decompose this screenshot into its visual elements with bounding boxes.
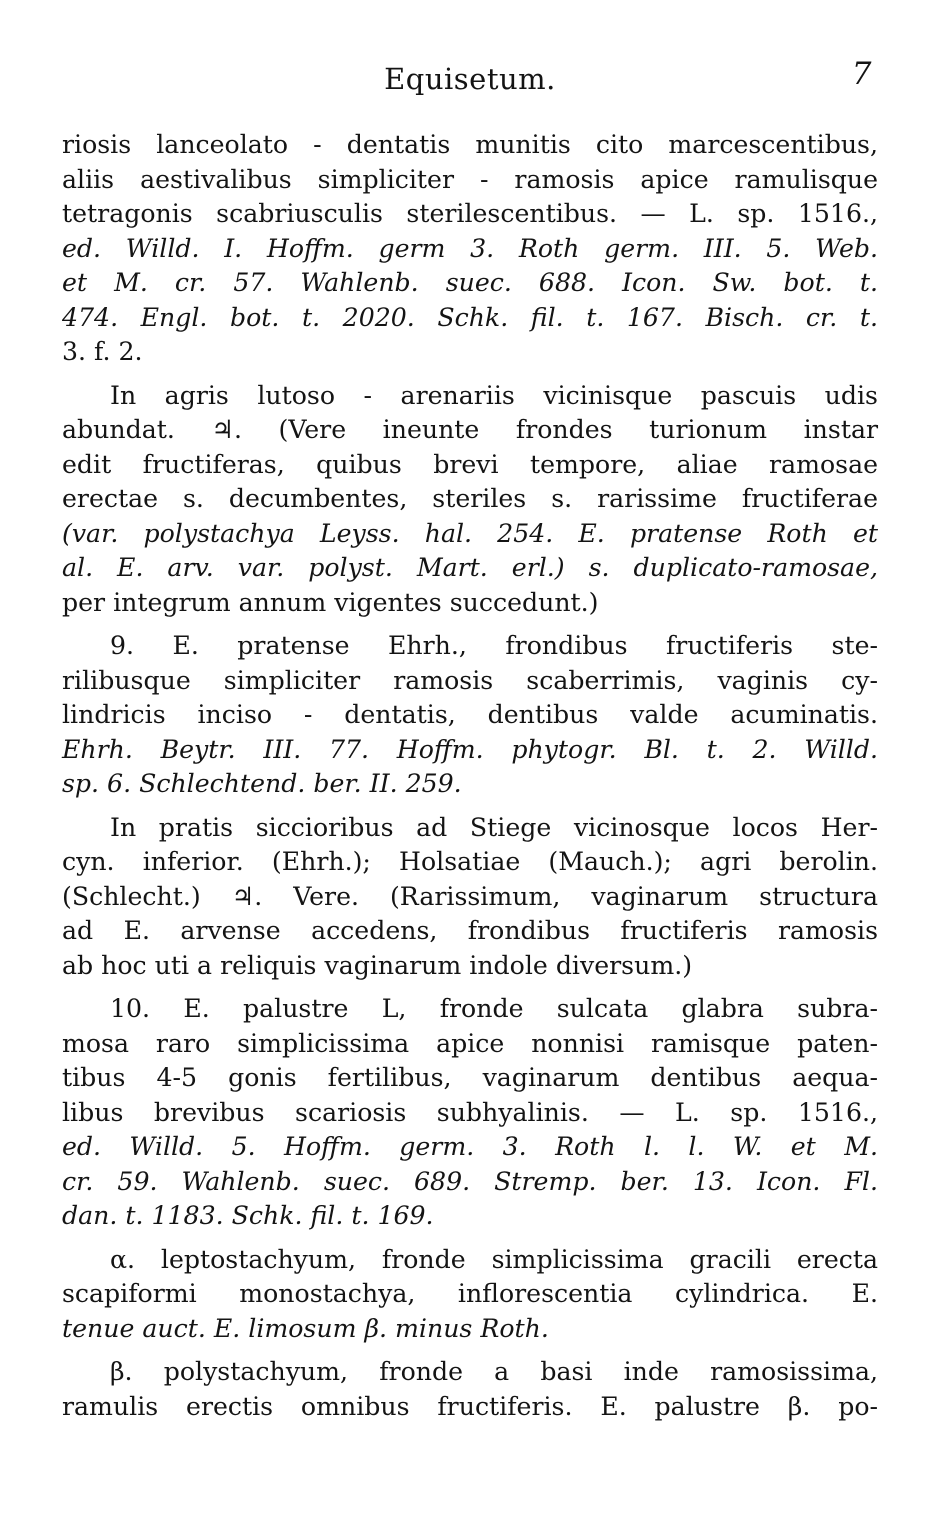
text-line: α. leptostachyum, fronde simplicissima gracili erecta (110, 1244, 878, 1274)
text-line: dan. t. 1183. Schk. fil. t. 169. (62, 1201, 434, 1230)
text-line: tetragonis scabriusculis sterilescentibus. — L. sp. 1516., (62, 199, 878, 228)
text-line: ed. Willd. I. Hoffm. germ 3. Roth germ. III. 5. Web. (62, 233, 878, 263)
text-line: Ehrh. Beytr. III. 77. Hoffm. phytogr. Bl. t. 2. Willd. (62, 734, 878, 764)
text-line: (Schlecht.) ♃. Vere. (Rarissimum, vaginarum structura (62, 881, 878, 911)
text-line: edit fructiferas, quibus brevi tempore, aliae ramosae (62, 449, 878, 479)
text-line: In agris lutoso - arenariis vicinisque pascuis udis (110, 380, 878, 410)
text-line: sp. 6. Schlechtend. ber. II. 259. (62, 769, 462, 798)
text-line: 474. Engl. bot. t. 2020. Schk. fil. t. 167. Bisch. cr. t. (62, 302, 878, 332)
text-line: scapiformi monostachya, inflorescentia cylindrica. E. (62, 1279, 878, 1308)
text-line: 9. E. pratense Ehrh., frondibus fructiferis ste- (110, 631, 878, 660)
text-line: riosis lanceolato - dentatis munitis cito marcescentibus, (62, 130, 878, 159)
paragraph-habitat (62, 379, 878, 621)
text-line: (var. polystachya Leyss. hal. 254. E. pratense Roth et (62, 518, 878, 548)
variety-beta (62, 1355, 878, 1424)
text-line: ramulis erectis omnibus fructiferis. E. palustre β. po- (62, 1391, 878, 1421)
text-line: per integrum annum vigentes succedunt.) (62, 587, 599, 617)
text-line: cr. 59. Wahlenb. suec. 689. Stremp. ber. 13. Icon. Fl. (62, 1166, 878, 1196)
text-line: lindricis inciso - dentatis, dentibus valde acuminatis. (62, 700, 878, 729)
text-line: cyn. inferior. (Ehrh.); Holsatiae (Mauch.); agri berolin. (62, 847, 878, 876)
text-line: ad E. arvense accedens, frondibus fructiferis ramosis (62, 916, 878, 945)
text-line: al. E. arv. var. polyst. Mart. erl.) s. duplicato-ramosae, (62, 553, 878, 582)
text-line: β. polystachyum, fronde a basi inde ramosissima, (110, 1357, 878, 1386)
text-line: ed. Willd. 5. Hoffm. germ. 3. Roth l. l. W. et M. (62, 1132, 878, 1161)
text-line: abundat. ♃. (Vere ineunte frondes turionum instar (62, 415, 878, 444)
body-text (62, 128, 878, 1424)
book-page (62, 50, 878, 1424)
paragraph-continuation (62, 128, 878, 370)
text-line: et M. cr. 57. Wahlenb. suec. 688. Icon. Sw. bot. t. (62, 268, 878, 297)
species-entry-pratense (62, 629, 878, 802)
text-line: tenue auct. E. limosum β. minus Roth. (62, 1313, 549, 1343)
text-line: 3. f. 2. (62, 337, 143, 366)
page-number: 7 (851, 56, 872, 92)
text-line: 10. E. palustre L, fronde sulcata glabra subra- (110, 994, 878, 1023)
text-line: ab hoc uti a reliquis vaginarum indole diversum.) (62, 950, 693, 980)
running-head (62, 50, 878, 100)
text-line: In pratis siccioribus ad Stiege vicinosque locos Her- (110, 812, 878, 842)
text-line: libus brevibus scariosis subhyalinis. — L. sp. 1516., (62, 1097, 878, 1127)
variety-alpha (62, 1243, 878, 1347)
text-line: tibus 4-5 gonis fertilibus, vaginarum dentibus aequa- (62, 1063, 878, 1092)
paragraph-habitat-pratense (62, 811, 878, 984)
running-title: Equisetum. (384, 62, 556, 96)
text-line: erectae s. decumbentes, steriles s. rarissime fructiferae (62, 484, 878, 513)
species-entry-palustre (62, 992, 878, 1234)
text-line: mosa raro simplicissima apice nonnisi ramisque paten- (62, 1028, 878, 1058)
text-line: rilibusque simpliciter ramosis scaberrimis, vaginis cy- (62, 665, 878, 695)
text-line: aliis aestivalibus simpliciter - ramosis apice ramulisque (62, 164, 878, 194)
